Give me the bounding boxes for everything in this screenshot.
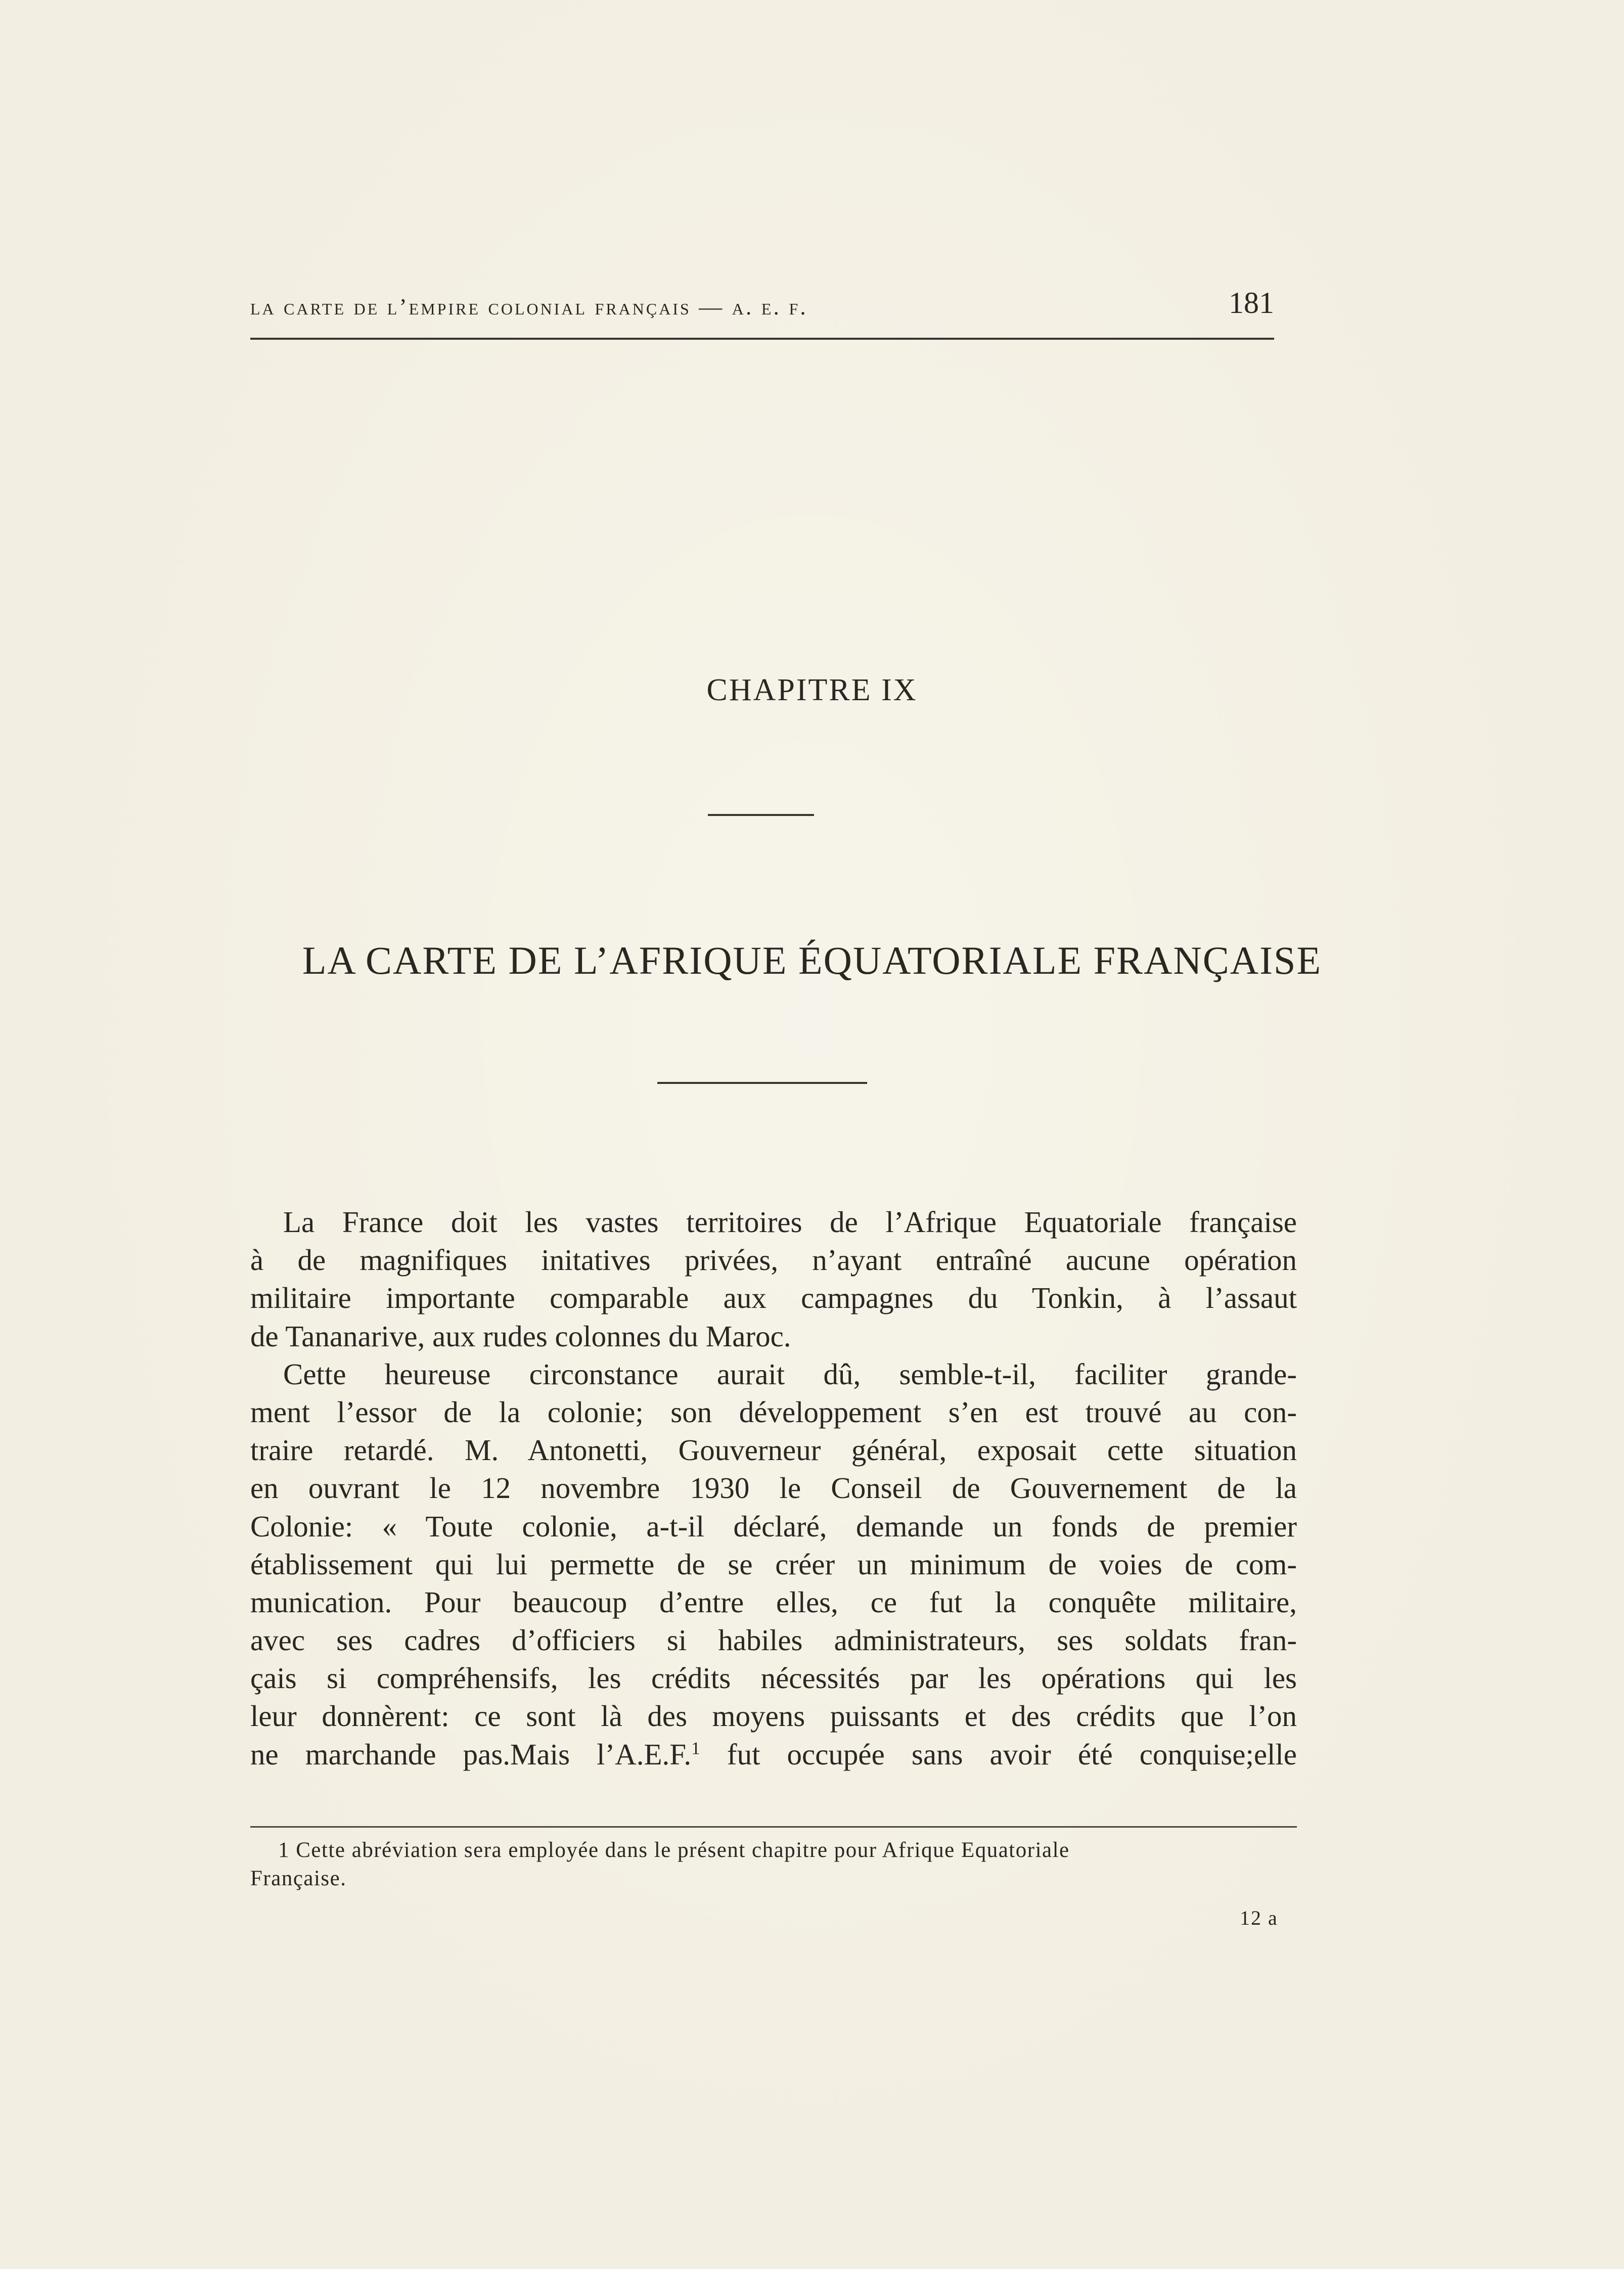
- body-line: traire retardé. M. Antonetti, Gouverneur général, exposait cette situation: [250, 1433, 1297, 1467]
- body-line: leur donnèrent: ce sont là des moyens puissants et des crédits que l’on: [250, 1699, 1297, 1733]
- page-number: 181: [1229, 286, 1274, 320]
- body-line: à de magnifiques initatives privées, n’ayant entraîné aucune opération: [250, 1243, 1297, 1277]
- body-line: ment l’essor de la colonie; son développement s’en est trouvé au con-: [250, 1395, 1297, 1429]
- footnote-line-1: [250, 1836, 1297, 1865]
- body-line: Cette heureuse circonstance aurait dû, semble-t-il, faciliter grande-: [283, 1357, 1297, 1391]
- body-line: çais si compréhensifs, les crédits nécessités par les opérations qui les: [250, 1661, 1297, 1695]
- body-line-last-after: fut occupée sans avoir été conquise;elle: [700, 1737, 1297, 1771]
- body-line: La France doit les vastes territoires de l’Afrique Equatoriale française: [283, 1205, 1297, 1239]
- title-divider-rule: [657, 1082, 867, 1084]
- footnote: [250, 1836, 1297, 1893]
- footnote-marker: 1: [278, 1838, 290, 1862]
- chapter-title: LA CARTE DE L’AFRIQUE ÉQUATORIALE FRANÇAISE: [302, 938, 1322, 982]
- body-line: munication. Pour beaucoup d’entre elles, ce fut la conquête militaire,: [250, 1585, 1297, 1619]
- footnote-rule: [250, 1826, 1297, 1828]
- chapter-number: CHAPITRE IX: [706, 673, 918, 707]
- body-line-last-before: ne marchande pas.Mais l’A.E.F.: [250, 1737, 692, 1771]
- running-header: [250, 286, 1274, 331]
- footnote-reference: 1: [691, 1737, 700, 1758]
- body-line-last: [250, 1736, 1297, 1774]
- chapter-divider-rule: [708, 814, 814, 816]
- printer-signature-mark: 12 a: [1240, 1907, 1278, 1929]
- running-title: la carte de l’empire colonial français — a. e. f.: [250, 294, 808, 320]
- footnote-text-1: Cette abréviation sera employée dans le présent chapitre pour Afrique Equatoriale: [290, 1838, 1070, 1862]
- body-line: avec ses cadres d’officiers si habiles administrateurs, ses soldats fran-: [250, 1623, 1297, 1657]
- body-line: militaire importante comparable aux campagnes du Tonkin, à l’assaut: [250, 1281, 1297, 1315]
- footnote-line-2: Française.: [250, 1867, 347, 1890]
- body-text: [250, 1203, 1297, 1774]
- body-line: en ouvrant le 12 novembre 1930 le Conseil de Gouvernement de la: [250, 1471, 1297, 1505]
- header-rule: [250, 338, 1274, 340]
- body-line: de Tananarive, aux rudes colonnes du Maroc.: [250, 1319, 791, 1353]
- body-line: établissement qui lui permette de se créer un minimum de voies de com-: [250, 1547, 1297, 1581]
- body-line: Colonie: « Toute colonie, a-t-il déclaré, demande un fonds de premier: [250, 1509, 1297, 1543]
